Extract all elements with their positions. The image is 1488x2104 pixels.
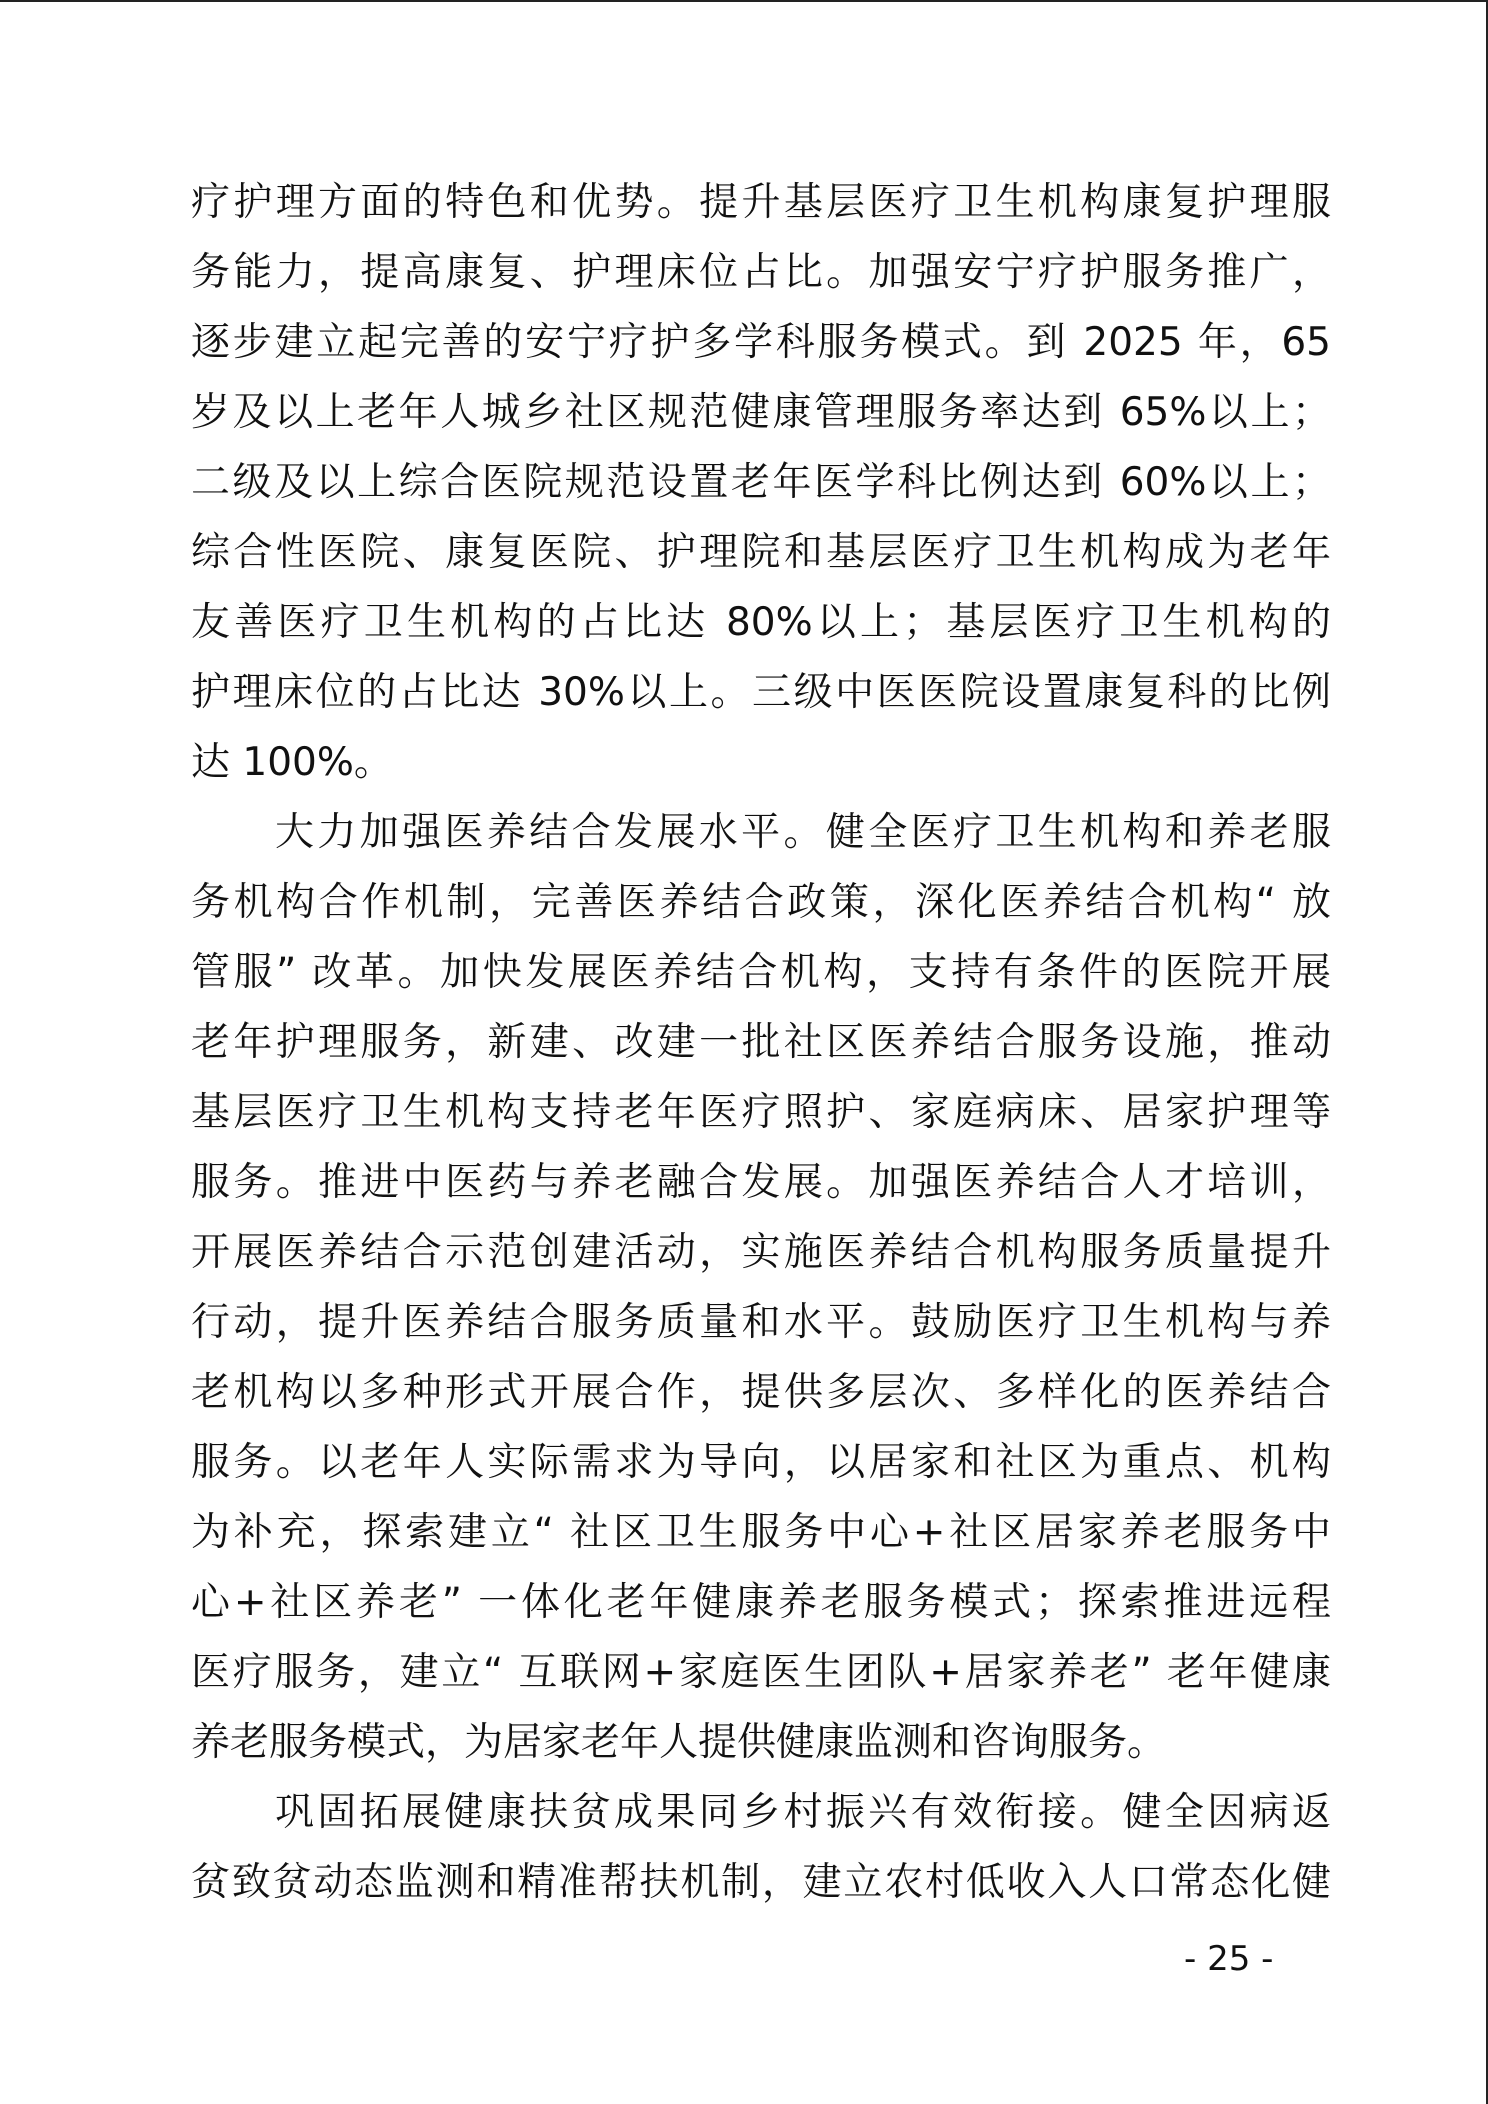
text-line: 疗护理方面的特色和优势。提升基层医疗卫生机构康复护理服 (191, 180, 1331, 225)
text-line: 老年护理服务，新建、改建一批社区医养结合服务设施，推动 (191, 1020, 1331, 1065)
paragraph-first-line: 大力加强医养结合发展水平。健全医疗卫生机构和养老服 (275, 810, 1331, 855)
text-line: 管服” 改革。加快发展医养结合机构，支持有条件的医院开展 (191, 950, 1331, 995)
text-line: 行动，提升医养结合服务质量和水平。鼓励医疗卫生机构与养 (191, 1300, 1331, 1345)
text-line: 逐步建立起完善的安宁疗护多学科服务模式。到 2025 年，65 (191, 320, 1331, 365)
text-line: 二级及以上综合医院规范设置老年医学科比例达到 60%以上； (191, 460, 1331, 505)
text-line: 为补充，探索建立“ 社区卫生服务中心+社区居家养老服务中 (191, 1510, 1331, 1555)
text-line: 贫致贫动态监测和精准帮扶机制，建立农村低收入人口常态化健 (191, 1860, 1331, 1905)
text-line: 基层医疗卫生机构支持老年医疗照护、家庭病床、居家护理等 (191, 1090, 1331, 1135)
document-body (191, 168, 1331, 1918)
text-line: 心+社区养老” 一体化老年健康养老服务模式；探索推进远程 (191, 1580, 1331, 1625)
text-line: 服务。推进中医药与养老融合发展。加强医养结合人才培训， (191, 1160, 1331, 1205)
paragraph-first-line: 巩固拓展健康扶贫成果同乡村振兴有效衔接。健全因病返 (275, 1790, 1331, 1835)
text-line: 养老服务模式，为居家老年人提供健康监测和咨询服务。 (191, 1720, 1167, 1765)
page-number: - 25 - (1184, 1939, 1274, 1979)
text-line: 医疗服务，建立“ 互联网+家庭医生团队+居家养老” 老年健康 (191, 1650, 1331, 1695)
text-line: 达 100%。 (191, 740, 393, 785)
text-line: 务机构合作机制，完善医养结合政策，深化医养结合机构“ 放 (191, 880, 1331, 925)
page-border-top (0, 0, 1488, 2)
text-line: 友善医疗卫生机构的占比达 80%以上；基层医疗卫生机构的 (191, 600, 1331, 645)
text-line: 岁及以上老年人城乡社区规范健康管理服务率达到 65%以上； (191, 390, 1331, 435)
text-line: 开展医养结合示范创建活动，实施医养结合机构服务质量提升 (191, 1230, 1331, 1275)
text-line: 服务。以老年人实际需求为导向，以居家和社区为重点、机构 (191, 1440, 1331, 1485)
text-line: 综合性医院、康复医院、护理院和基层医疗卫生机构成为老年 (191, 530, 1331, 575)
text-line: 务能力，提高康复、护理床位占比。加强安宁疗护服务推广， (191, 250, 1331, 295)
text-line: 老机构以多种形式开展合作，提供多层次、多样化的医养结合 (191, 1370, 1331, 1415)
text-line: 护理床位的占比达 30%以上。三级中医医院设置康复科的比例 (191, 670, 1331, 715)
